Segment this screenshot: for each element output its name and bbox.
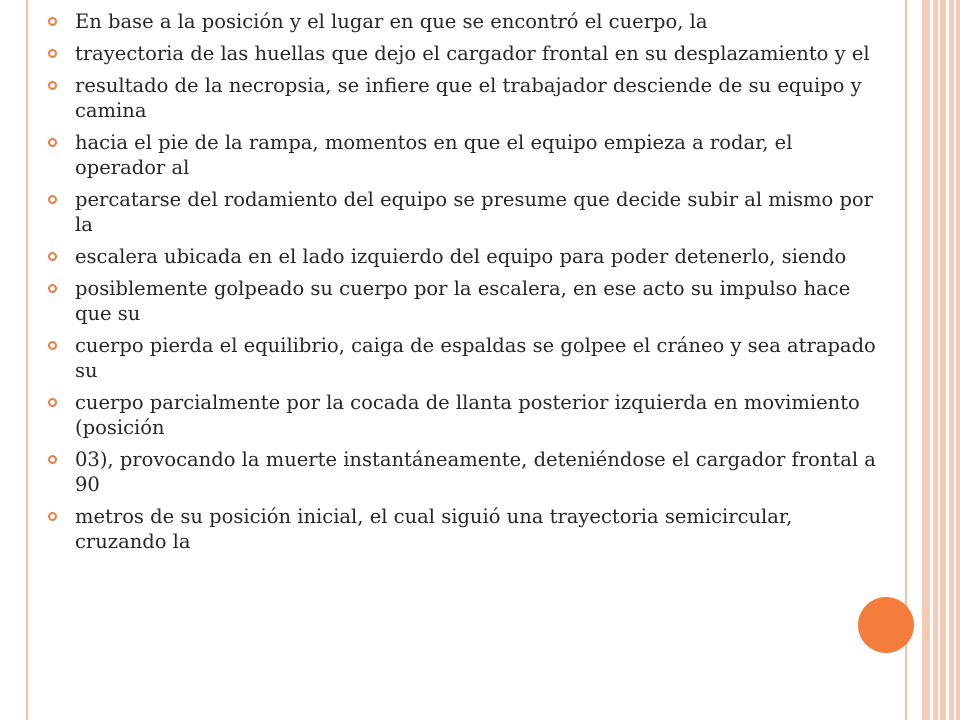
bullet-text: En base a la posición y el lugar en que se encontró el cuerpo, la [75, 10, 708, 33]
circle-bullet-icon [48, 17, 57, 26]
bullet-item [48, 187, 878, 237]
orange-circle-decoration [858, 597, 914, 653]
bullet-item [48, 41, 878, 66]
circle-bullet-icon [48, 195, 57, 204]
bullet-text: cuerpo pierda el equilibrio, caiga de espaldas se golpee el cráneo y sea atrapado su [75, 334, 876, 382]
bullet-item [48, 276, 878, 326]
circle-bullet-icon [48, 49, 57, 58]
bullet-item [48, 130, 878, 180]
bullet-item [48, 9, 878, 34]
circle-bullet-icon [48, 284, 57, 293]
bullet-item [48, 447, 878, 497]
bullet-item [48, 504, 878, 554]
circle-bullet-icon [48, 81, 57, 90]
bullet-text: cuerpo parcialmente por la cocada de llanta posterior izquierda en movimiento (posición [75, 391, 860, 439]
circle-bullet-icon [48, 341, 57, 350]
right-decorative-band [922, 0, 960, 720]
circle-bullet-icon [48, 252, 57, 261]
bullet-text: escalera ubicada en el lado izquierdo del equipo para poder detenerlo, siendo [75, 245, 847, 268]
circle-bullet-icon [48, 398, 57, 407]
bullet-text: percatarse del rodamiento del equipo se presume que decide subir al mismo por la [75, 188, 873, 236]
bullet-text: hacia el pie de la rampa, momentos en que el equipo empieza a rodar, el operador al [75, 131, 793, 179]
bullet-text: posiblemente golpeado su cuerpo por la escalera, en ese acto su impulso hace que su [75, 277, 851, 325]
slide-body [48, 9, 878, 561]
left-frame-line [26, 0, 28, 720]
bullet-text: trayectoria de las huellas que dejo el cargador frontal en su desplazamiento y el [75, 42, 870, 65]
bullet-item [48, 73, 878, 123]
bullet-text: metros de su posición inicial, el cual siguió una trayectoria semicircular, cruzando la [75, 505, 793, 553]
circle-bullet-icon [48, 455, 57, 464]
bullet-item [48, 333, 878, 383]
bullet-list [48, 9, 878, 554]
bullet-item [48, 390, 878, 440]
bullet-text: resultado de la necropsia, se infiere que el trabajador desciende de su equipo y camina [75, 74, 862, 122]
circle-bullet-icon [48, 512, 57, 521]
circle-bullet-icon [48, 138, 57, 147]
bullet-item [48, 244, 878, 269]
bullet-text: 03), provocando la muerte instantáneamente, deteniéndose el cargador frontal a 90 [75, 448, 876, 496]
